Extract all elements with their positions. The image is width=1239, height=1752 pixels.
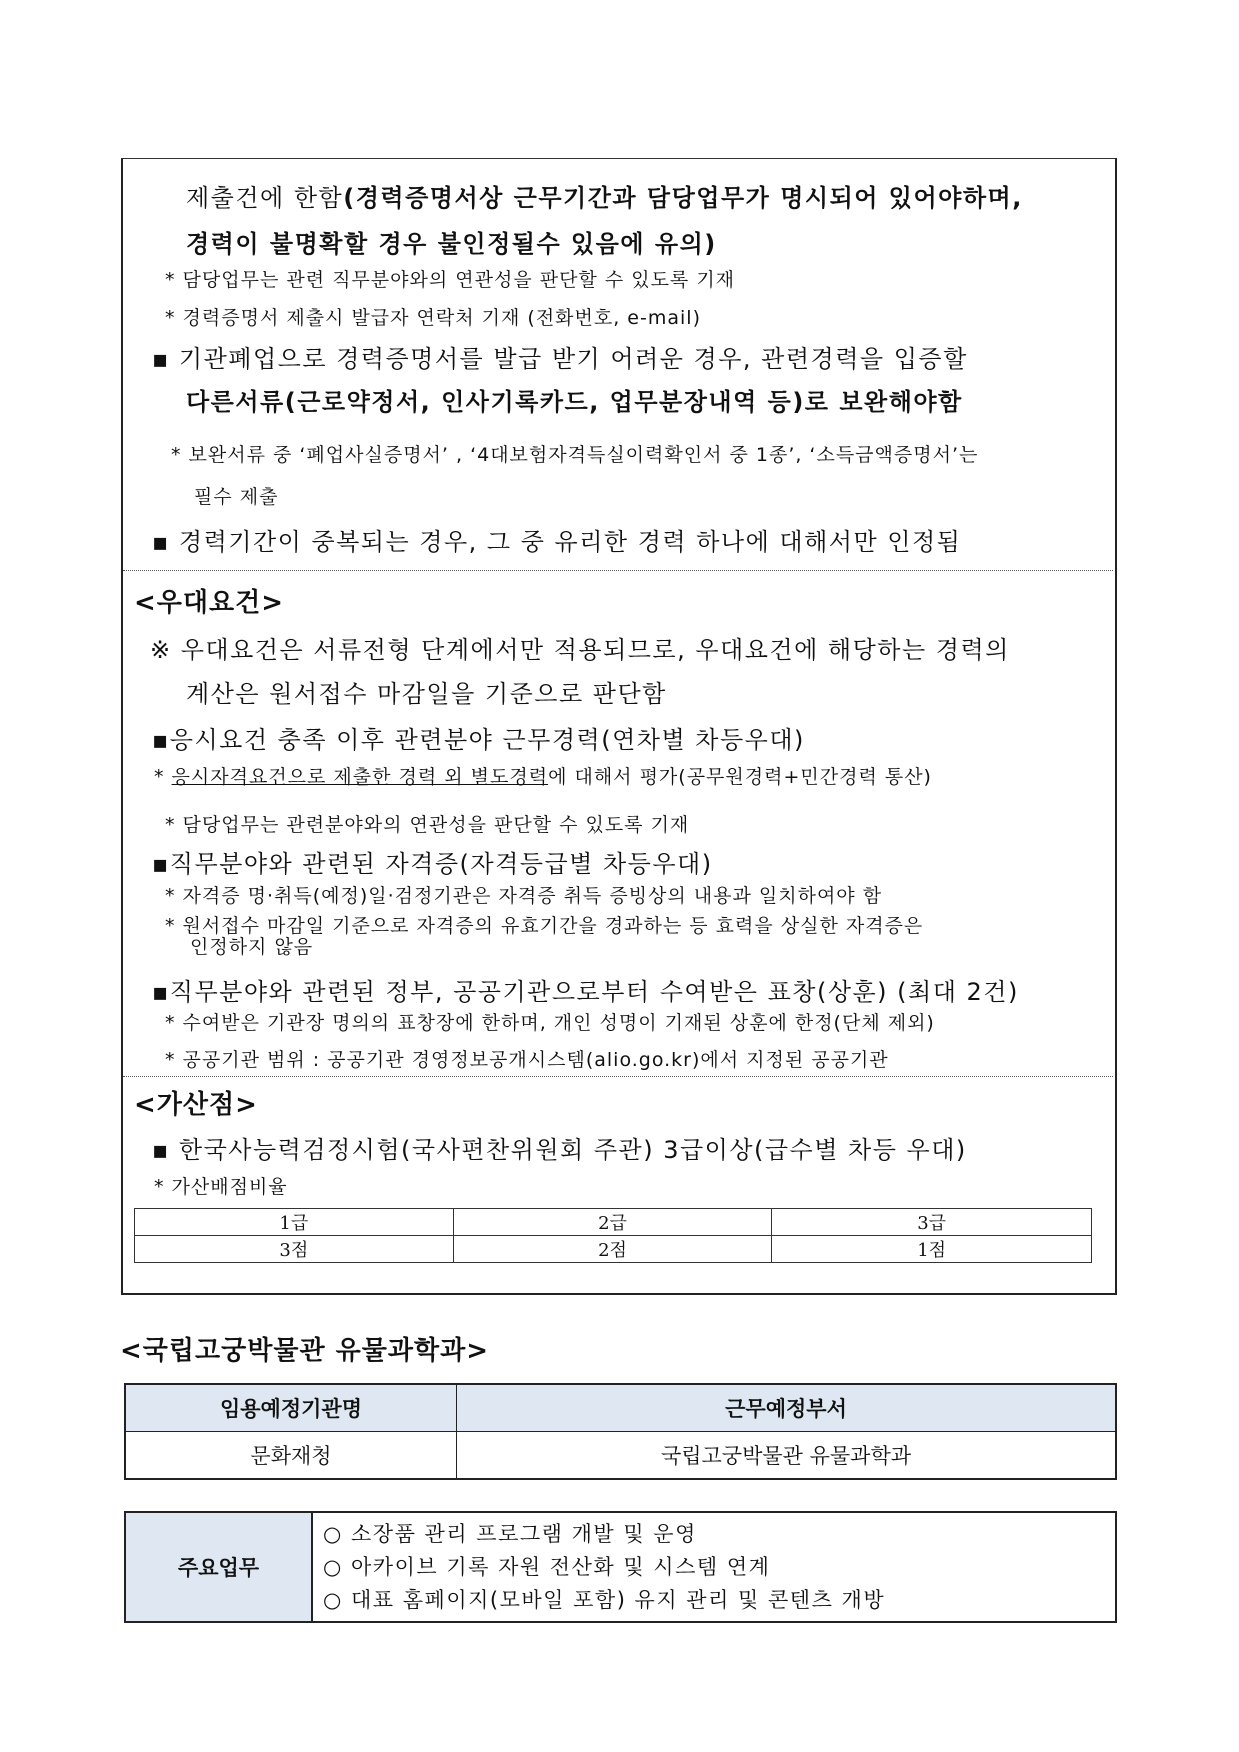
note-underlined-text: 응시자격요건으로 제출한 경력 외 별도경력 bbox=[171, 766, 549, 788]
bullet-closed-institution-line-2: 다른서류(근로약정서, 인사기록카드, 업무분장내역 등)로 보완해야함 bbox=[186, 388, 963, 416]
preference-item-career-note-1 bbox=[154, 762, 932, 789]
submission-line-1-normal: 제출건에 한함 bbox=[186, 184, 344, 212]
preference-item-career-note-2: * 담당업무는 관련분야와의 연관성을 판단할 수 있도록 기재 bbox=[165, 814, 690, 836]
department-table bbox=[124, 1383, 1117, 1480]
preference-item-certificate-note-1: * 자격증 명·취득(예정)일·검정기관은 자격증 취득 증빙상의 내용과 일치하여야 함 bbox=[165, 885, 883, 907]
header-institution: 임용예정기관명 bbox=[125, 1384, 457, 1432]
preference-item-award: ▪직무분야와 관련된 정부, 공공기관으로부터 수여받은 표창(상훈) (최대 2건) bbox=[152, 978, 1019, 1006]
preference-item-career: ▪응시요건 충족 이후 관련분야 근무경력(연차별 차등우대) bbox=[152, 726, 805, 754]
department-heading: <국립고궁박물관 유물과학과> bbox=[120, 1336, 490, 1366]
points-cell: 2점 bbox=[453, 1236, 772, 1263]
duties-list bbox=[312, 1512, 1116, 1622]
bullet-overlapping-career: ▪ 경력기간이 중복되는 경우, 그 중 유리한 경력 하나에 대해서만 인정됨 bbox=[152, 528, 962, 556]
note-supplementary-docs-line-1: * 보완서류 중 ‘폐업사실증명서’ , ‘4대보험자격득실이력확인서 중 1종’, ‘소득금액증명서’는 bbox=[171, 444, 979, 466]
list-item: ○ 아카이브 기록 자원 전산화 및 시스템 연계 bbox=[323, 1554, 771, 1579]
table-row bbox=[135, 1236, 1092, 1263]
bonus-item-korean-history: ▪ 한국사능력검정시험(국사편찬위원회 주관) 3급이상(급수별 차등 우대) bbox=[152, 1136, 967, 1164]
submission-line-1-bold: (경력증명서상 근무기간과 담당업무가 명시되어 있어야하며, bbox=[343, 184, 1023, 212]
table-header-row bbox=[125, 1384, 1116, 1432]
note-duty-description: * 담당업무는 관련 직무분야와의 연관성을 판단할 수 있도록 기재 bbox=[165, 269, 736, 291]
preference-item-certificate-note-2-line-1: * 원서접수 마감일 기준으로 자격증의 유효기간을 경과하는 등 효력을 상실한 자격증은 bbox=[165, 915, 924, 937]
bullet-closed-institution-line-1: ▪ 기관폐업으로 경력증명서를 발급 받기 어려운 경우, 관련경력을 입증할 bbox=[152, 345, 968, 373]
grade-cell: 1급 bbox=[135, 1209, 454, 1236]
note-suffix: 에 대해서 평가(공무원경력+민간경력 통산) bbox=[548, 766, 932, 788]
bonus-note-ratio: * 가산배점비율 bbox=[154, 1176, 288, 1198]
table-row bbox=[135, 1209, 1092, 1236]
points-cell: 3점 bbox=[135, 1236, 454, 1263]
note-issuer-contact: * 경력증명서 제출시 발급자 연락처 기재 (전화번호, e-mail) bbox=[165, 307, 701, 329]
header-department: 근무예정부서 bbox=[457, 1384, 1117, 1432]
duties-label: 주요업무 bbox=[125, 1512, 312, 1622]
preference-notice-line-1: ※ 우대요건은 서류전형 단계에서만 적용되므로, 우대요건에 해당하는 경력의 bbox=[150, 636, 1010, 664]
department-value: 국립고궁박물관 유물과학과 bbox=[457, 1432, 1117, 1480]
list-item: ○ 소장품 관리 프로그램 개발 및 운영 bbox=[323, 1521, 697, 1546]
bonus-score-table bbox=[134, 1208, 1092, 1263]
preference-heading: <우대요건> bbox=[134, 588, 285, 618]
note-prefix: * bbox=[154, 766, 172, 788]
preference-item-certificate-note-2-line-2: 인정하지 않음 bbox=[190, 936, 314, 958]
bonus-heading: <가산점> bbox=[134, 1090, 258, 1120]
points-cell: 1점 bbox=[772, 1236, 1092, 1263]
grade-cell: 3급 bbox=[772, 1209, 1092, 1236]
table-row bbox=[125, 1512, 1116, 1622]
preference-item-award-note-2: * 공공기관 범위 : 공공기관 경영정보공개시스템(alio.go.kr)에서 지정된 공공기관 bbox=[165, 1049, 889, 1071]
submission-line-2: 경력이 불명확할 경우 불인정될수 있음에 유의) bbox=[186, 230, 717, 258]
table-row bbox=[125, 1432, 1116, 1480]
submission-line-1 bbox=[186, 178, 1023, 213]
preference-item-award-note-1: * 수여받은 기관장 명의의 표창장에 한하며, 개인 성명이 기재된 상훈에 한정(단체 제외) bbox=[165, 1012, 935, 1034]
section-divider bbox=[123, 1076, 1113, 1077]
duties-table bbox=[124, 1511, 1117, 1623]
institution-value: 문화재청 bbox=[125, 1432, 457, 1480]
preference-item-certificate: ▪직무분야와 관련된 자격증(자격등급별 차등우대) bbox=[152, 850, 713, 878]
note-supplementary-docs-line-2: 필수 제출 bbox=[194, 486, 279, 508]
list-item: ○ 대표 홈페이지(모바일 포함) 유지 관리 및 콘텐츠 개방 bbox=[323, 1587, 886, 1612]
preference-notice-line-2: 계산은 원서접수 마감일을 기준으로 판단함 bbox=[186, 680, 667, 708]
grade-cell: 2급 bbox=[453, 1209, 772, 1236]
section-divider bbox=[123, 570, 1113, 571]
